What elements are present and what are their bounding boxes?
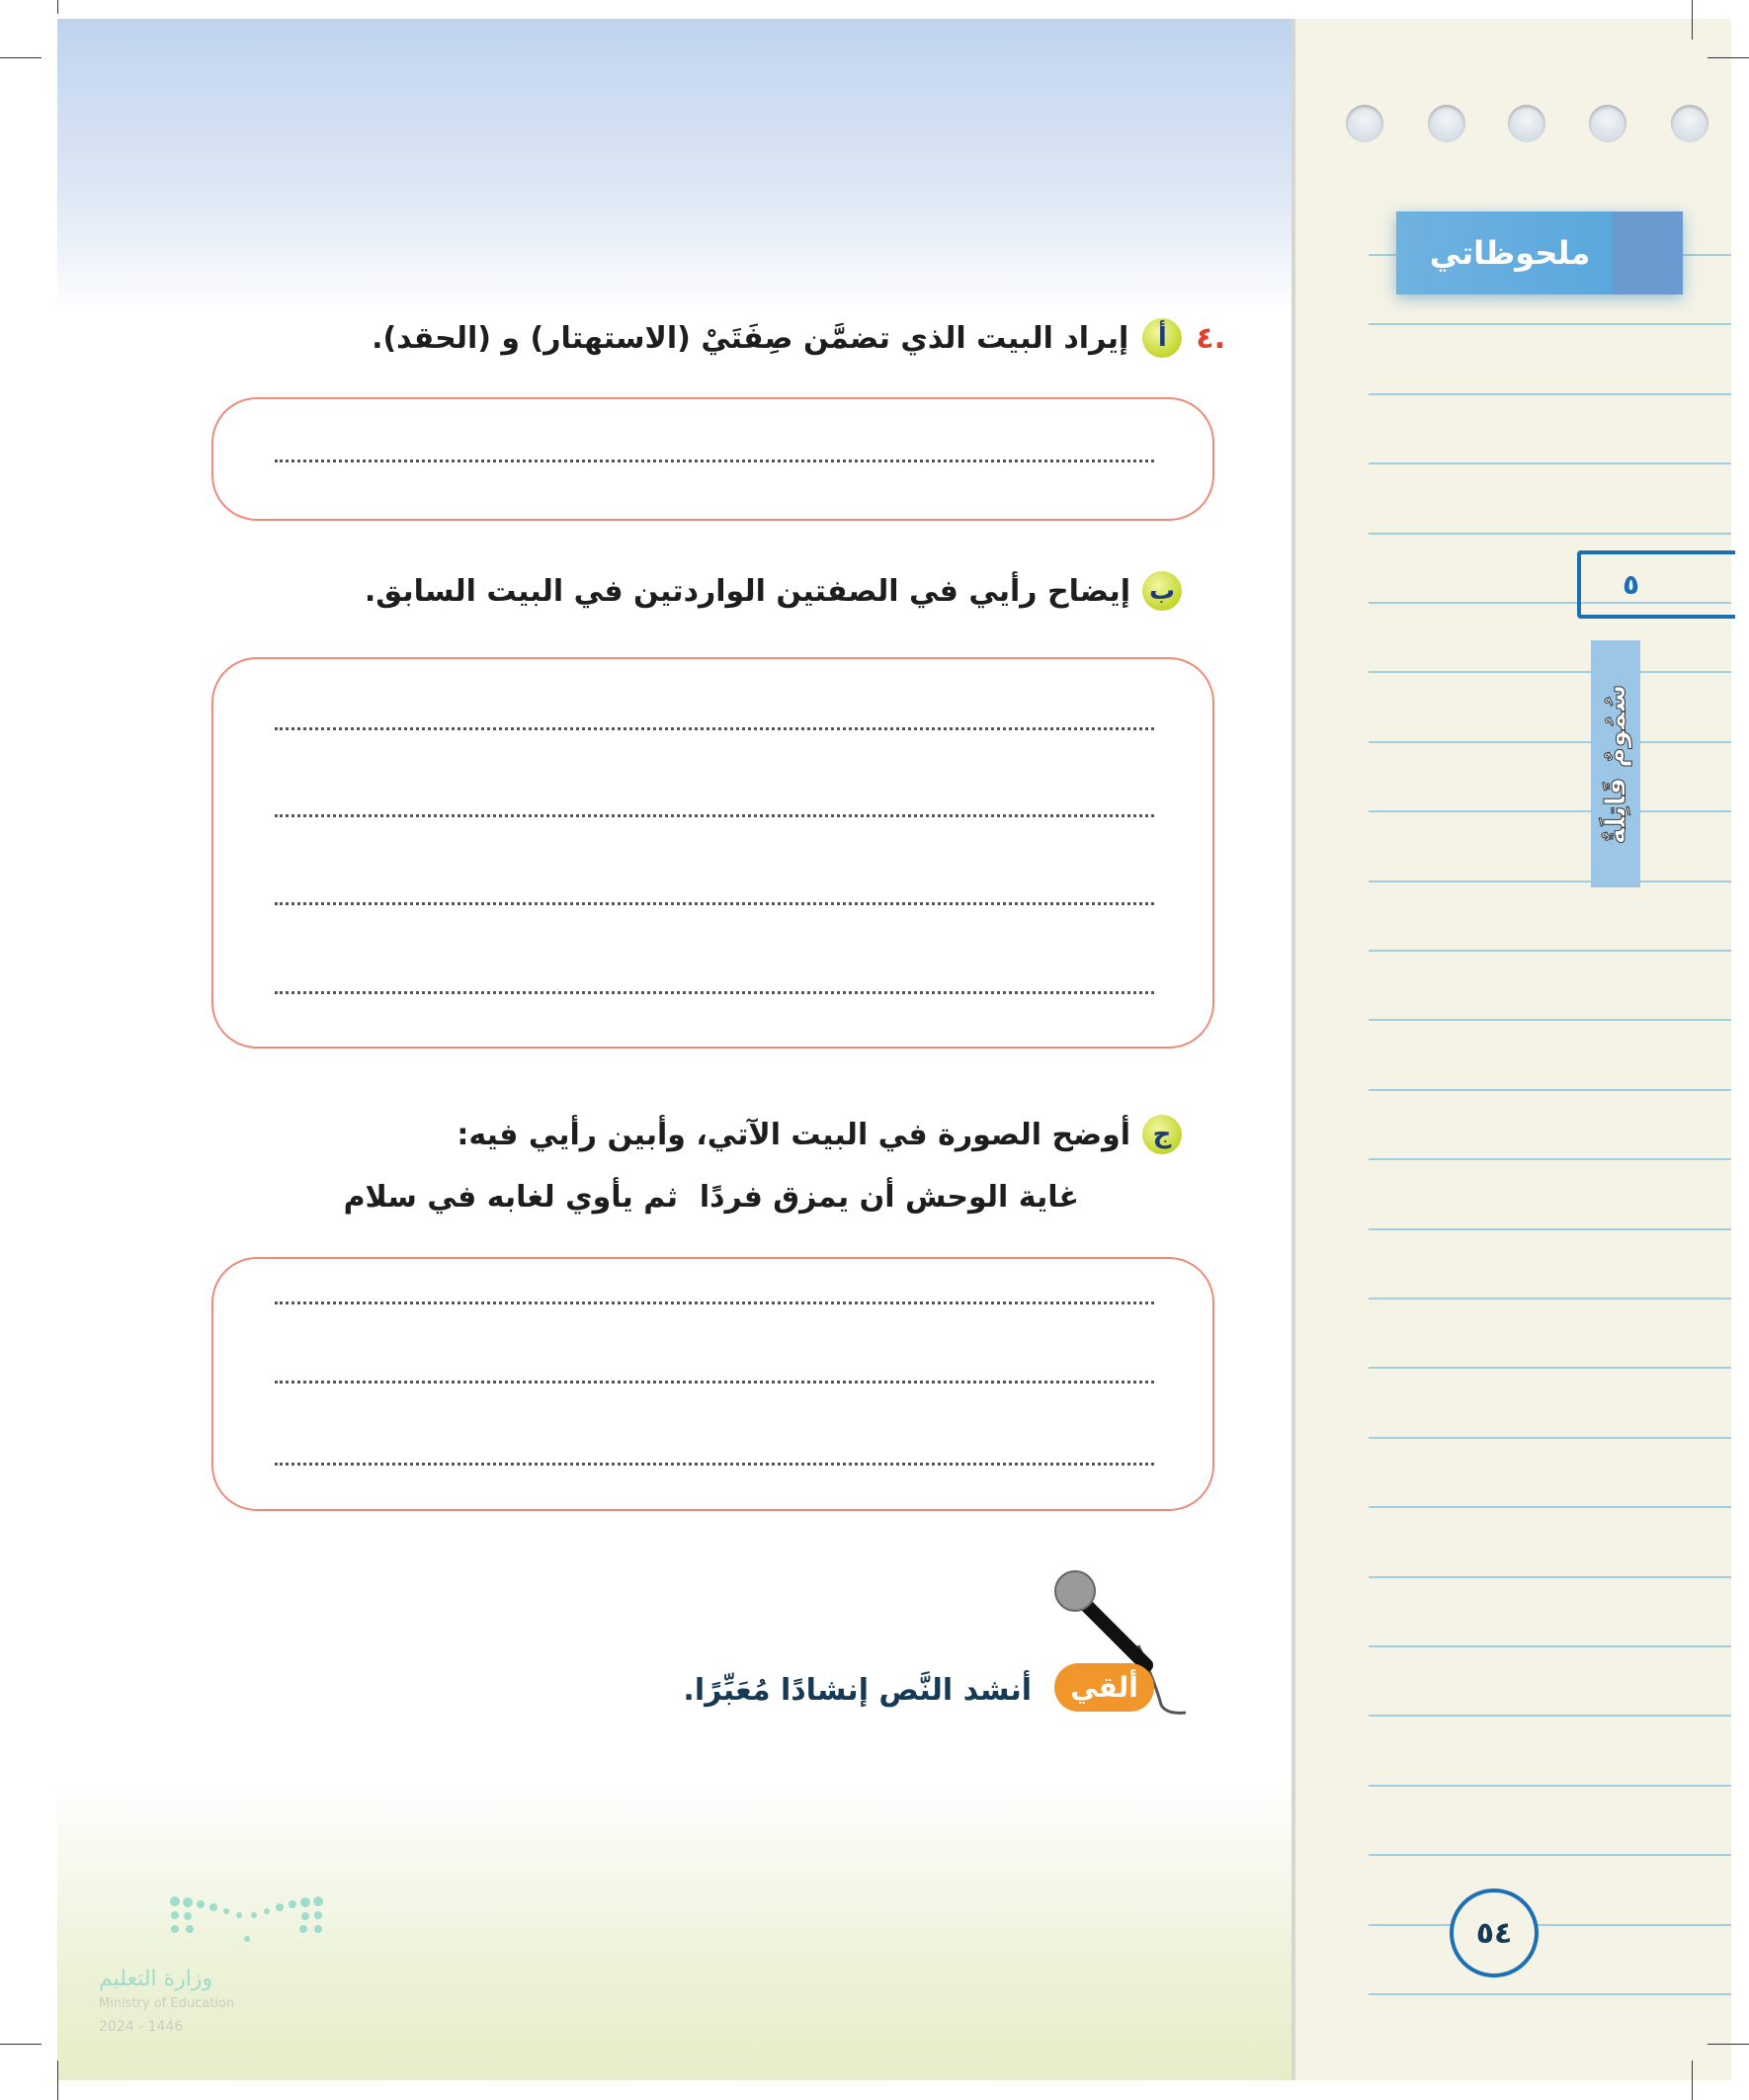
notes-title-tab: [1396, 211, 1683, 294]
ruled-line: [1369, 1367, 1731, 1369]
question-4b: [365, 571, 1182, 611]
ruled-line: [1369, 1089, 1731, 1091]
ruled-line: [1369, 1506, 1731, 1508]
notes-title: ملحوظاتي: [1429, 234, 1591, 272]
alqi-badge: ألقي: [1054, 1663, 1154, 1712]
crop-mark: [1707, 57, 1749, 58]
question-text: إيراد البيت الذي تضمَّن صِفَتَيْ (الاستهتار) و (الحقد).: [372, 320, 1129, 356]
question-text: إيضاح رأيي في الصفتين الواردتين في البيت السابق.: [364, 573, 1130, 609]
answer-box-b[interactable]: [211, 657, 1214, 1049]
question-4c: [457, 1115, 1182, 1154]
question-text: أوضح الصورة في البيت الآتي، وأبين رأيي فيه:: [457, 1117, 1130, 1152]
ruled-line: [1369, 1715, 1731, 1717]
badge-c: ج: [1142, 1115, 1182, 1154]
activity-text: أنشد النَّص إنشادًا مُعَبِّرًا.: [683, 1673, 1032, 1708]
binder-hole: [1671, 105, 1708, 142]
verse-second-hemistich: ثم يأوي لغابه في سلام: [343, 1180, 678, 1215]
page-number: ٥٤: [1450, 1889, 1539, 1977]
binder-hole: [1589, 105, 1626, 142]
answer-line[interactable]: [275, 1302, 1154, 1304]
ruled-line: [1369, 1854, 1731, 1856]
crop-mark: [57, 0, 58, 14]
answer-line[interactable]: [275, 902, 1154, 905]
question-number: .٤: [1196, 320, 1225, 356]
crop-mark: [57, 2060, 58, 2100]
ruled-line: [1369, 1576, 1731, 1578]
answer-line[interactable]: [275, 1463, 1154, 1466]
unit-title-tab: [1591, 640, 1640, 887]
verse-first-hemistich: غاية الوحش أن يمزق فردًا: [699, 1180, 1079, 1215]
logo-arabic: وزارة التعليم: [99, 1967, 213, 1991]
question-4a: [372, 318, 1225, 358]
answer-line[interactable]: [275, 1381, 1154, 1384]
answer-line[interactable]: [275, 991, 1154, 994]
ruled-line: [1369, 1785, 1731, 1787]
ruled-line: [1369, 1437, 1731, 1439]
crop-mark: [1692, 2060, 1693, 2100]
ruled-line: [1369, 1993, 1731, 1995]
ministry-logo-dots: [170, 1895, 323, 1945]
ruled-line: [1369, 1298, 1731, 1300]
logo-english: Ministry of Education: [99, 1996, 235, 2011]
answer-line[interactable]: [275, 814, 1154, 817]
ruled-line: [1369, 810, 1731, 812]
badge-b: ب: [1142, 571, 1182, 611]
ruled-line: [1369, 1924, 1731, 1926]
binder-hole: [1346, 105, 1383, 142]
answer-line[interactable]: [275, 727, 1154, 730]
badge-a: أ: [1142, 318, 1182, 358]
unit-number-box: [1577, 550, 1735, 619]
ruled-line: [1369, 1645, 1731, 1647]
binder-hole: [1508, 105, 1545, 142]
answer-line[interactable]: [275, 460, 1154, 462]
binder-hole: [1428, 105, 1465, 142]
answer-box-c[interactable]: [211, 1257, 1214, 1511]
ruled-line: [1369, 393, 1731, 395]
unit-number: ٥: [1623, 568, 1640, 601]
unit-title: سُمُومٌ قَاتِلَةٌ: [1599, 684, 1632, 844]
ruled-line: [1369, 881, 1731, 882]
ruled-line: [1369, 1019, 1731, 1021]
ruled-line: [1369, 1228, 1731, 1230]
ruled-line: [1369, 323, 1731, 325]
logo-year: 2024 - 1446: [99, 2019, 184, 2035]
crop-mark: [0, 57, 42, 58]
ruled-line: [1369, 1158, 1731, 1160]
ruled-line: [1369, 533, 1731, 535]
crop-mark: [1692, 0, 1693, 40]
notes-panel: [1291, 19, 1731, 2080]
ruled-line: [1369, 950, 1731, 952]
crop-mark: [0, 2044, 42, 2045]
ruled-line: [1369, 741, 1731, 743]
ruled-line: [1369, 462, 1731, 464]
ruled-line: [1369, 671, 1731, 673]
crop-mark: [1707, 2044, 1749, 2045]
